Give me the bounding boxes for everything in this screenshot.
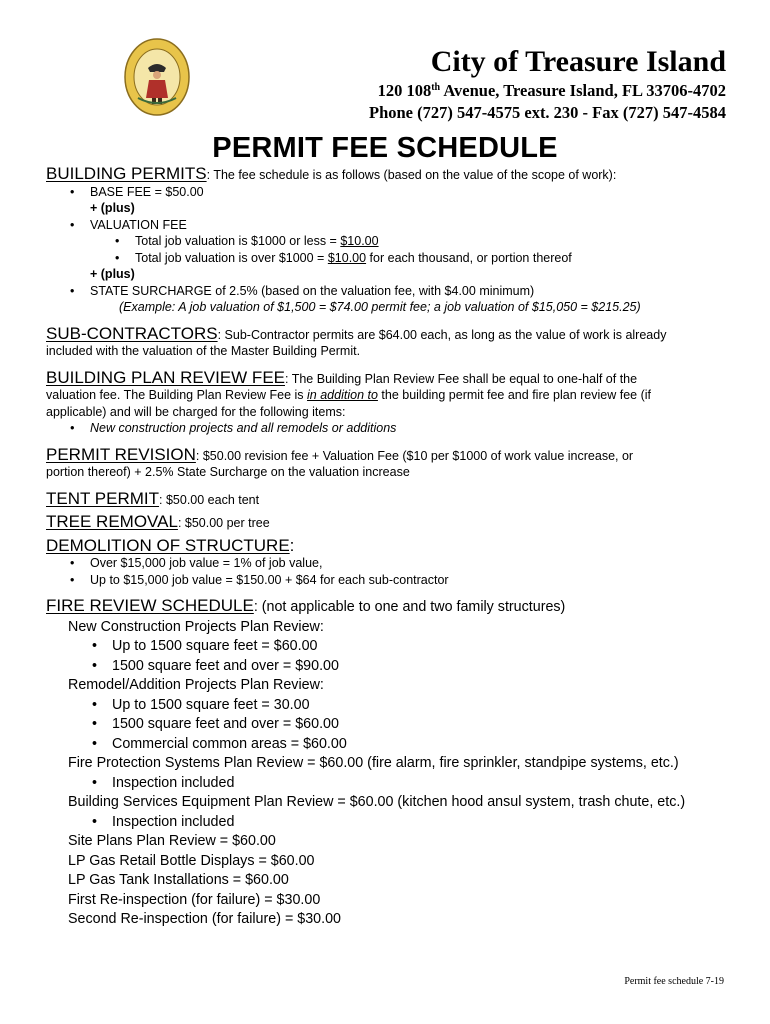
- building-permits-heading: BUILDING PERMITS: [46, 164, 207, 183]
- plan-review-text-2c: the building permit fee and fire plan review fee (if: [377, 388, 651, 402]
- tree-removal-text: : $50.00 per tree: [177, 516, 270, 530]
- plan-review-item: • New construction projects and all remodels or additions: [46, 420, 736, 437]
- second-reinspection-line: Second Re-inspection (for failure) = $30.00: [68, 911, 341, 927]
- demolition-colon: :: [289, 535, 295, 555]
- inspection-included-item: • Inspection included: [46, 774, 736, 794]
- valuation-tier-1-text: Total job valuation is $1000 or less =: [135, 234, 341, 248]
- fire-fee-item: • Commercial common areas = $60.00: [46, 735, 736, 755]
- first-reinspection-line: First Re-inspection (for failure) = $30.00: [68, 891, 321, 908]
- state-surcharge-item: • STATE SURCHARGE of 2.5% (based on the valuation fee, with $4.00 minimum): [46, 283, 736, 300]
- valuation-tier-1-amount: $10.00: [340, 234, 379, 248]
- building-permits-section: [46, 166, 736, 316]
- valuation-fee-item: • VALUATION FEE: [46, 217, 736, 234]
- demolition-item: • Over $15,000 job value = 1% of job value,: [46, 555, 736, 572]
- fire-review-heading: FIRE REVIEW SCHEDULE: [46, 596, 254, 615]
- tree-removal-section: [46, 514, 736, 532]
- plus-label: + (plus): [90, 201, 135, 215]
- subcontractors-section: [46, 323, 736, 360]
- valuation-tier-2-amount: $10.00: [327, 250, 367, 265]
- permit-revision-text-cont: portion thereof) + 2.5% State Surcharge on the valuation increase: [46, 465, 410, 479]
- subcontractors-text-cont: included with the valuation of the Master Building Permit.: [46, 344, 361, 358]
- fire-protection-line: Fire Protection Systems Plan Review = $60.00 (fire alarm, fire sprinkler, standpipe systems, etc.): [68, 755, 679, 771]
- page-title: PERMIT FEE SCHEDULE: [212, 132, 558, 164]
- letterhead: [369, 44, 726, 124]
- plan-review-text: : The Building Plan Review Fee shall be equal to one-half of the: [285, 371, 638, 386]
- remodel-label: Remodel/Addition Projects Plan Review:: [68, 677, 324, 693]
- address-street: Avenue, Treasure Island, FL 33706-4702: [440, 81, 726, 100]
- demolition-heading: DEMOLITION OF STRUCTURE: [46, 535, 290, 555]
- site-plans-line: Site Plans Plan Review = $60.00: [68, 833, 276, 849]
- base-fee-item: • BASE FEE = $50.00: [46, 184, 736, 201]
- lp-tank-line: LP Gas Tank Installations = $60.00: [68, 872, 289, 888]
- plan-review-text-3: applicable) and will be charged for the following items:: [46, 404, 346, 419]
- address: [369, 80, 726, 102]
- tent-permit-section: [46, 488, 736, 509]
- subcontractors-text: : Sub-Contractor permits are $64.00 each, as long as the value of work is already: [217, 327, 667, 342]
- fire-fee-item: • 1500 square feet and over = $60.00: [46, 715, 736, 735]
- fire-review-section: [46, 596, 736, 930]
- permit-revision-heading: PERMIT REVISION: [46, 444, 196, 464]
- plan-review-heading: BUILDING PLAN REVIEW FEE: [46, 367, 285, 387]
- building-services-line: Building Services Equipment Plan Review = $60.00 (kitchen hood ansul system, trash chute, etc.): [68, 794, 686, 810]
- lp-retail-line: LP Gas Retail Bottle Displays = $60.00: [68, 852, 315, 869]
- footer-label: Permit fee schedule 7-19: [624, 976, 724, 987]
- fire-fee-item: • 1500 square feet and over = $90.00: [46, 657, 736, 677]
- fire-fee-item: • Up to 1500 square feet = $60.00: [46, 637, 736, 657]
- tent-permit-heading: TENT PERMIT: [46, 488, 160, 508]
- tent-permit-text: : $50.00 each tent: [159, 492, 260, 507]
- fee-content: [46, 166, 736, 930]
- city-name: City of Treasure Island: [430, 45, 726, 78]
- subcontractors-heading: SUB-CONTRACTORS: [46, 323, 218, 343]
- permit-revision-section: [46, 444, 736, 481]
- valuation-tier-2-text: Total job valuation is over $1000 =: [135, 250, 328, 265]
- city-seal-logo: [124, 38, 190, 116]
- surcharge-example: (Example: A job valuation of $1,500 = $74.00 permit fee; a job valuation of $15,050 = $215.25): [119, 300, 641, 314]
- address-number: 120 108: [377, 81, 432, 100]
- plan-review-text-2: [46, 387, 736, 404]
- valuation-tier-2-rest: for each thousand, or portion thereof: [366, 250, 572, 265]
- permit-revision-text: : $50.00 revision fee + Valuation Fee ($10 per $1000 of work value increase, or: [195, 448, 634, 463]
- address-suffix: th: [431, 82, 441, 93]
- plus-label: + (plus): [90, 267, 135, 281]
- valuation-tier-1: [46, 233, 736, 250]
- inspection-included-item: • Inspection included: [46, 813, 736, 833]
- demolition-item: • Up to $15,000 job value = $150.00 + $64 for each sub-contractor: [46, 572, 736, 589]
- plan-review-section: [46, 367, 736, 437]
- new-construction-label: New Construction Projects Plan Review:: [68, 618, 324, 635]
- fire-review-note: : (not applicable to one and two family structures): [253, 599, 566, 615]
- valuation-tier-2: [46, 250, 736, 267]
- fire-fee-item: • Up to 1500 square feet = 30.00: [46, 696, 736, 716]
- building-permits-intro: : The fee schedule is as follows (based on the value of the scope of work):: [206, 168, 617, 182]
- plan-review-text-2a: valuation fee. The Building Plan Review Fee is: [46, 388, 308, 402]
- in-addition-to-emphasis: in addition to: [307, 388, 378, 402]
- demolition-section: [46, 535, 736, 589]
- tree-removal-heading: TREE REMOVAL: [46, 512, 178, 531]
- phone-fax: Phone (727) 547-4575 ext. 230 - Fax (727) 547-4584: [369, 103, 726, 122]
